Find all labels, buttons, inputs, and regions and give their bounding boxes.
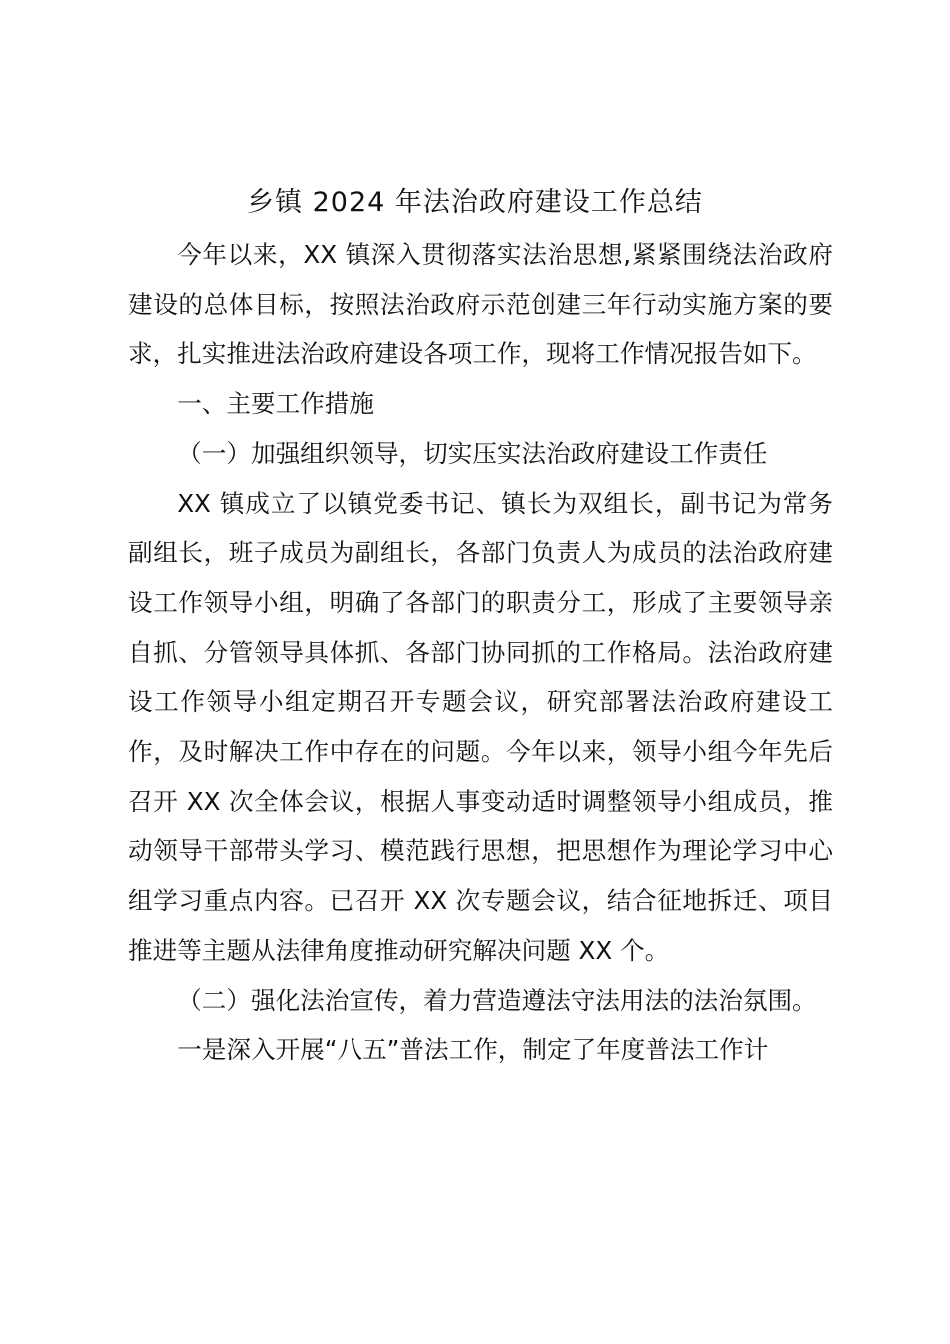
document-body [128, 230, 833, 1075]
subsection-paragraph-organization: XX 镇成立了以镇党委书记、镇长为双组长，副书记为常务副组长，班子成员为副组长，各部门负责人为成员的法治政府建设工作领导小组，明确了各部门的职责分工，形成了主要领导亲自抓、分管领导具体抓、各部门协同抓的工作格局。法治政府建设工作领导小组定期召开专题会议，研究部署法治政府建设工作，及时解决工作中存在的问题。今年以来，领导小组今年先后召开 XX 次全体会议，根据人事变动适时调整领导小组成员，推动领导干部带头学习、模范践行思想，把思想作为理论学习中心组学习重点内容。已召开 XX 次专题会议，结合征地拆迁、项目推进等主题从法律角度推动研究解决问题 XX 个。 [128, 488, 833, 965]
intro-paragraph: 今年以来，XX 镇深入贯彻落实法治思想,紧紧围绕法治政府建设的总体目标，按照法治政府示范创建三年行动实施方案的要求，扎实推进法治政府建设各项工作，现将工作情况报告如下。 [128, 240, 833, 369]
subsection-heading-publicity: （二）强化法治宣传，着力营造遵法守法用法的法治氛围。 [177, 985, 817, 1015]
subsection-paragraph-publicity: 一是深入开展“八五”普法工作，制定了年度普法工作计 [177, 1035, 769, 1065]
subsection-heading-organization: （一）加强组织领导，切实压实法治政府建设工作责任 [177, 438, 768, 468]
section-heading-main-measures: 一、主要工作措施 [177, 389, 374, 419]
document-title: 乡镇 2024 年法治政府建设工作总结 [247, 187, 703, 218]
